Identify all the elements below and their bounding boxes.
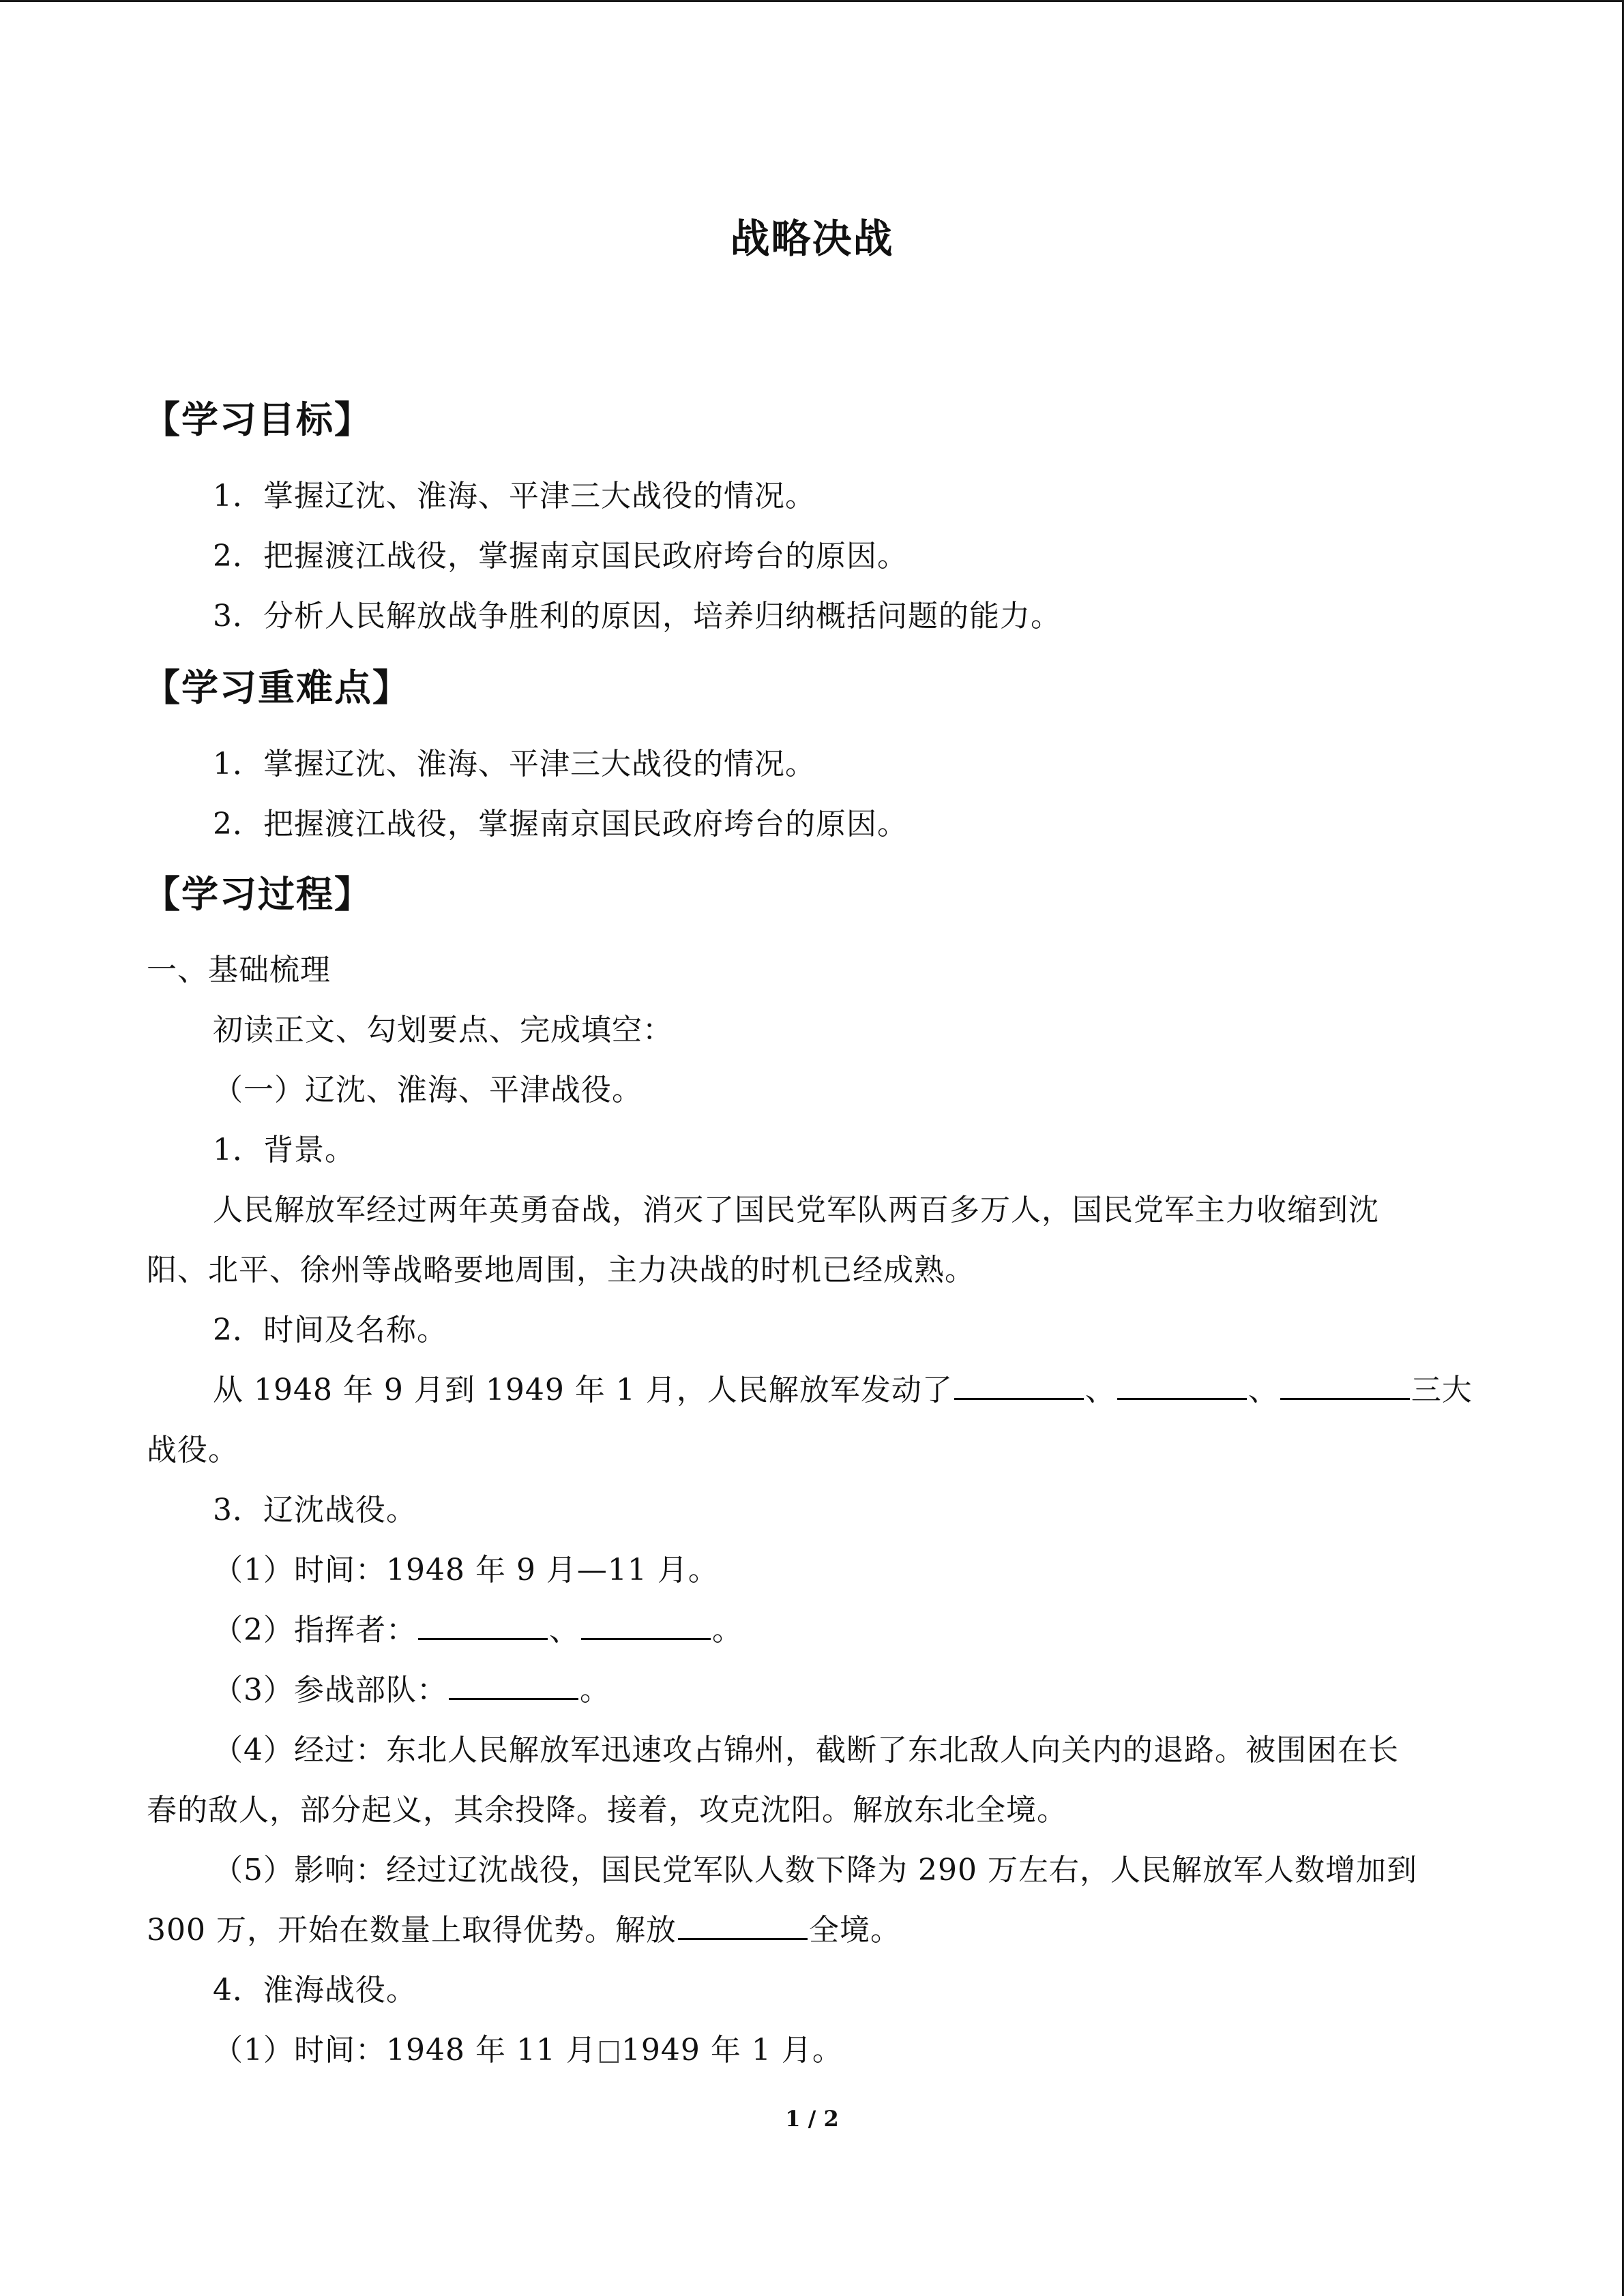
page-number: 1 / 2 (785, 2106, 839, 2132)
fill-in-line (213, 1370, 1473, 1411)
paragraph-line: 人民解放军经过两年英勇奋战，消灭了国民党军队两百多万人，国民党军主力收缩到沈 (213, 1193, 1379, 1227)
answer-blank[interactable] (1117, 1371, 1247, 1400)
answer-blank[interactable] (418, 1611, 548, 1640)
fill-text: 三大 (1411, 1373, 1473, 1407)
paragraph-line: （5）影响：经过辽沈战役，国民党军队人数下降为 290 万左右，人民解放军人数增加到 (213, 1853, 1417, 1888)
page-title: 战略决战 (730, 215, 894, 262)
paragraph-line (213, 2030, 843, 2071)
paragraph-line: （4）经过：东北人民解放军迅速攻占锦州，截断了东北敌人向关内的退路。被围困在长 (213, 1733, 1399, 1768)
key-point-item: 1．掌握辽沈、淮海、平津三大战役的情况。 (213, 747, 816, 781)
fill-text: 全境。 (808, 1913, 901, 1948)
fill-text: （1）时间：1948 年 11 月 (213, 2033, 597, 2068)
instruction-text: 初读正文、勾划要点、完成填空： (213, 1013, 673, 1047)
goal-item: 1．掌握辽沈、淮海、平津三大战役的情况。 (213, 479, 816, 513)
section-heading-key-points: 【学习重难点】 (143, 666, 411, 709)
answer-blank[interactable] (449, 1671, 578, 1700)
goal-item: 2．把握渡江战役，掌握南京国民政府垮台的原因。 (213, 539, 908, 573)
fill-text: （2）指挥者： (213, 1613, 417, 1648)
separator: 、 (1247, 1373, 1279, 1407)
fill-text: 1949 年 1 月。 (621, 2033, 843, 2068)
fill-text: 300 万，开始在数量上取得优势。解放 (147, 1913, 677, 1948)
answer-blank[interactable] (1280, 1371, 1410, 1400)
fill-in-line (213, 1610, 743, 1651)
fill-text: 从 1948 年 9 月到 1949 年 1 月，人民解放军发动了 (213, 1373, 953, 1407)
item-heading-huaihai: 4．淮海战役。 (213, 1973, 417, 2008)
period: 。 (712, 1613, 743, 1648)
fill-text: （3）参战部队： (213, 1673, 447, 1708)
fill-in-line (213, 1670, 610, 1711)
section-heading-process: 【学习过程】 (143, 872, 372, 916)
separator: 、 (1084, 1373, 1116, 1407)
item-heading-background: 1．背景。 (213, 1133, 355, 1167)
part-heading: 一、基础梳理 (147, 953, 331, 987)
key-point-item: 2．把握渡江战役，掌握南京国民政府垮台的原因。 (213, 807, 908, 841)
answer-blank[interactable] (678, 1911, 808, 1940)
answer-blank[interactable] (954, 1371, 1084, 1400)
paragraph-line: （1）时间：1948 年 9 月—11 月。 (213, 1553, 719, 1587)
paragraph-line: 春的敌人，部分起义，其余投降。接着，攻克沈阳。解放东北全境。 (147, 1793, 1067, 1828)
section-heading-goals: 【学习目标】 (143, 398, 372, 441)
fill-in-line (147, 1910, 901, 1951)
item-heading-time: 2．时间及名称。 (213, 1313, 447, 1347)
item-heading-liaoshen: 3．辽沈战役。 (213, 1493, 417, 1527)
goal-item: 3．分析人民解放战争胜利的原因，培养归纳概括问题的能力。 (213, 599, 1061, 633)
missing-glyph-box (600, 2041, 619, 2063)
paragraph-line: 战役。 (147, 1433, 239, 1467)
separator: 、 (549, 1613, 580, 1648)
period: 。 (580, 1673, 610, 1708)
paragraph-line: 阳、北平、徐州等战略要地周围，主力决战的时机已经成熟。 (147, 1253, 975, 1287)
subsection-heading: （一）辽沈、淮海、平津战役。 (213, 1073, 643, 1107)
answer-blank[interactable] (581, 1611, 711, 1640)
